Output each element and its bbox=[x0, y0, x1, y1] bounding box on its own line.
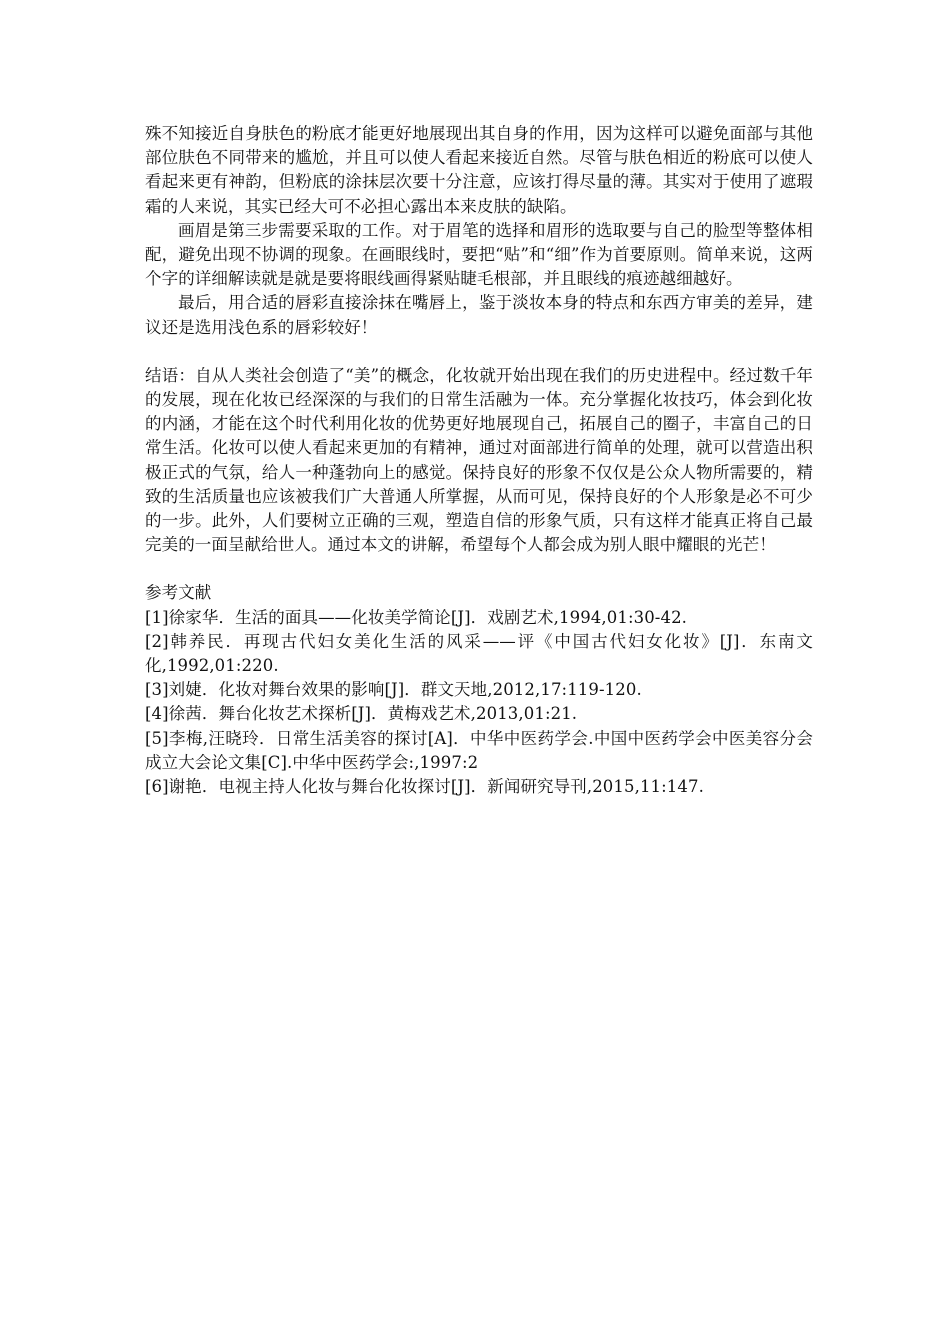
reference-item: [5]李梅,汪晓玲．日常生活美容的探讨[A]．中华中医药学会.中国中医药学会中医美容分会成立大会论文集[C].中华中医药学会:,1997:2 bbox=[145, 728, 813, 772]
reference-item: [1]徐家华．生活的面具——化妆美学简论[J]．戏剧艺术,1994,01:30-42. bbox=[145, 607, 688, 627]
references-section bbox=[145, 581, 813, 799]
references-title: 参考文献 bbox=[145, 583, 212, 603]
spacer bbox=[145, 340, 813, 364]
paragraph-lipstick: 最后，用合适的唇彩直接涂抹在嘴唇上，鉴于淡妆本身的特点和东西方审美的差异，建议还是选用浅色系的唇彩较好！ bbox=[145, 293, 813, 337]
reference-item: [6]谢艳．电视主持人化妆与舞台化妆探讨[J]．新闻研究导刊,2015,11:147. bbox=[145, 777, 704, 797]
paragraph-conclusion: 结语：自从人类社会创造了“美”的概念，化妆就开始出现在我们的历史进程中。经过数千年的发展，现在化妆已经深深的与我们的日常生活融为一体。充分掌握化妆技巧，体会到化妆的内涵，才能在这个时代利用化妆的优势更好地展现自己，拓展自己的圈子，丰富自己的日常生活。化妆可以使人看起来更加的有精神，通过对面部进行简单的处理，就可以营造出积极正式的气氛，给人一种蓬勃向上的感觉。保持良好的形象不仅仅是公众人物所需要的，精致的生活质量也应该被我们广大普通人所掌握，从而可见，保持良好的个人形象是必不可少的一步。此外，人们要树立正确的三观，塑造自信的形象气质，只有这样才能真正将自己最完美的一面呈献给世人。通过本文的讲解，希望每个人都会成为别人眼中耀眼的光芒！ bbox=[145, 365, 813, 555]
reference-item: [4]徐茜．舞台化妆艺术探析[J]．黄梅戏艺术,2013,01:21. bbox=[145, 704, 578, 724]
paragraph-foundation: 殊不知接近自身肤色的粉底才能更好地展现出其自身的作用，因为这样可以避免面部与其他部位肤色不同带来的尴尬，并且可以使人看起来接近自然。尽管与肤色相近的粉底可以使人看起来更有神韵，但粉底的涂抹层次要十分注意，应该打得尽量的薄。其实对于使用了遮瑕霜的人来说，其实已经大可不必担心露出本来皮肤的缺陷。 bbox=[145, 124, 813, 216]
spacer bbox=[145, 557, 813, 581]
reference-item: [3]刘婕．化妆对舞台效果的影响[J]．群文天地,2012,17:119-120. bbox=[145, 680, 642, 700]
reference-item: [2]韩养民．再现古代妇女美化生活的风采——评《中国古代妇女化妆》[J]．东南文化,1992,01:220. bbox=[145, 631, 813, 676]
paragraph-eyebrows: 画眉是第三步需要采取的工作。对于眉笔的选择和眉形的选取要与自己的脸型等整体相配，避免出现不协调的现象。在画眼线时，要把“贴”和“细”作为首要原则。简单来说，这两个字的详细解读就是就是要将眼线画得紧贴睫毛根部，并且眼线的痕迹越细越好。 bbox=[145, 220, 813, 289]
document-body bbox=[145, 122, 813, 799]
